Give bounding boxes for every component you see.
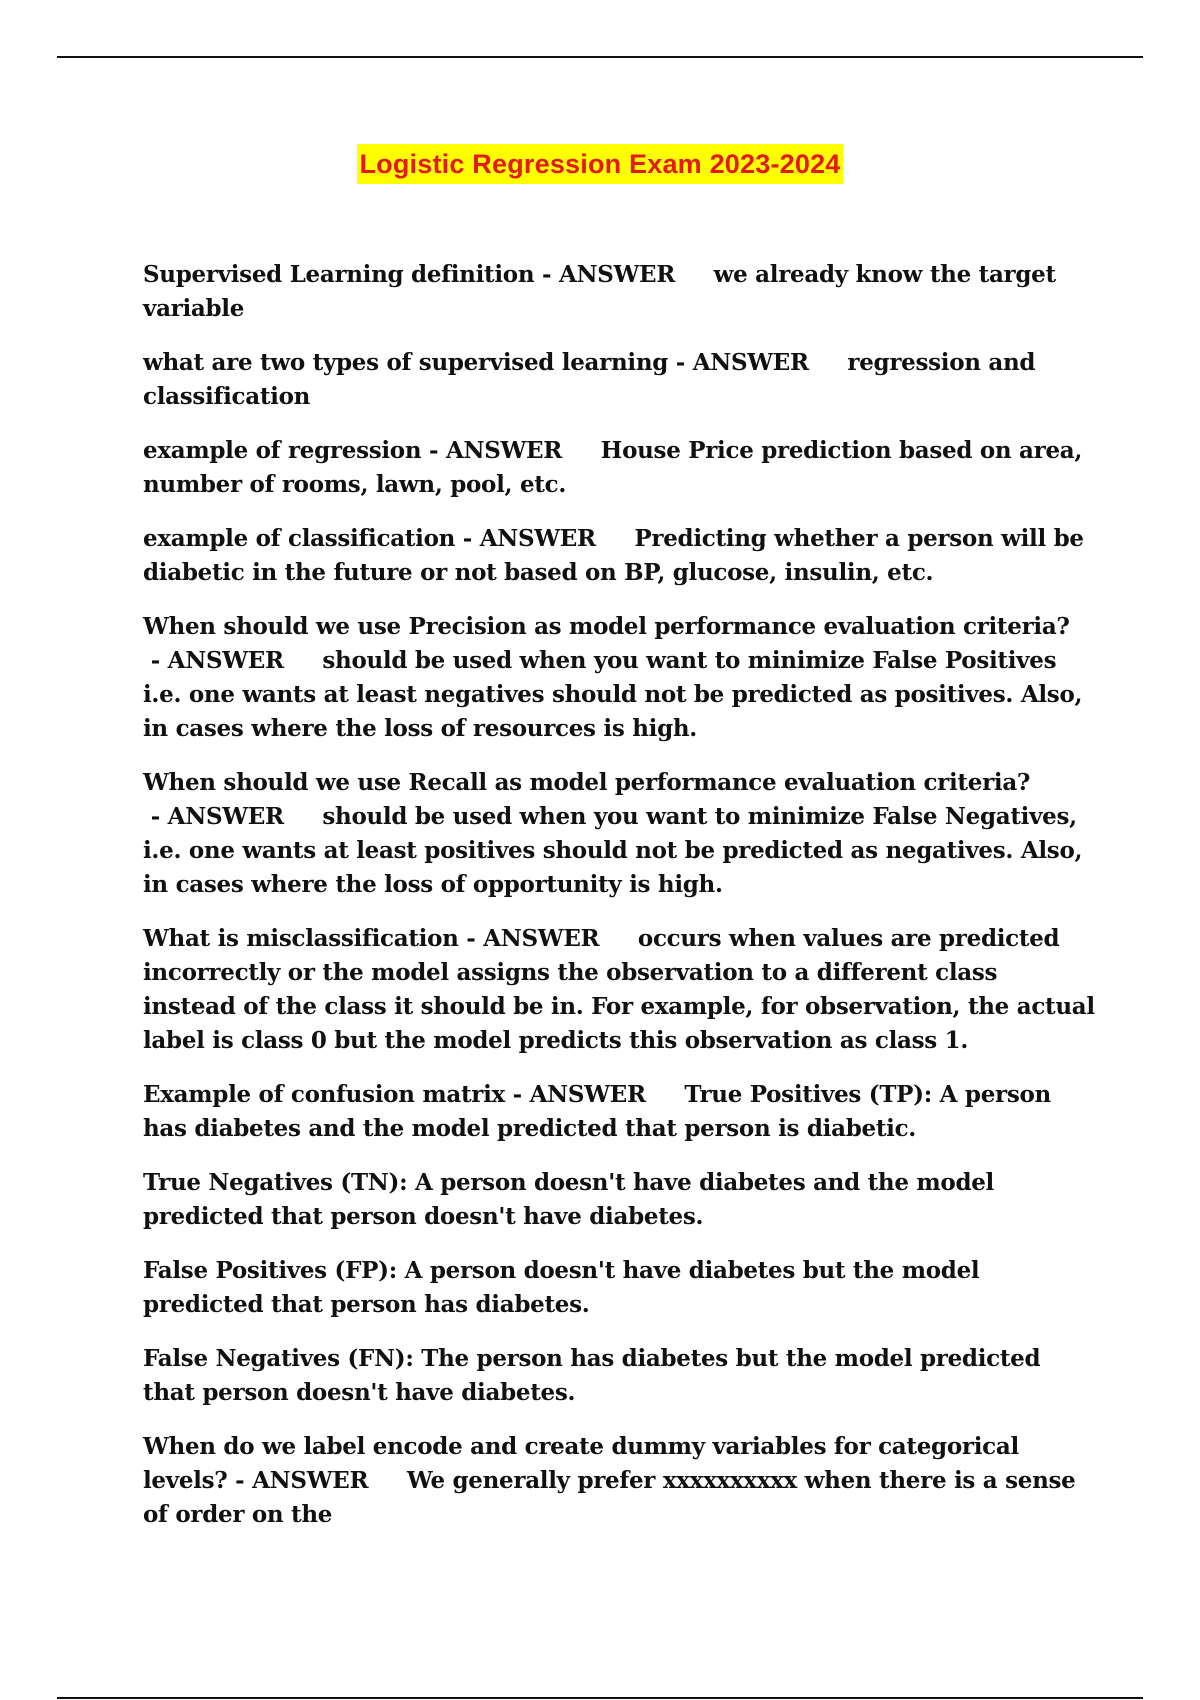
qa-item (143, 766, 1095, 902)
question-text: When should we use Recall as model performance evaluation criteria? (143, 769, 1031, 796)
answer-label: ANSWER (445, 437, 563, 464)
separator: - (421, 437, 446, 464)
separator: - (143, 647, 168, 674)
answer-text: regression and classification (143, 349, 1036, 410)
answer-text: occurs when values are predicted incorrectly or the model assigns the observation to a different class instead of the class it should be in. For example, for observation, the actual label is class 0 but the model predicts this observation as class 1. (143, 925, 1095, 1054)
qa-item (143, 346, 1095, 414)
answer-label: ANSWER (167, 803, 284, 830)
separator: - (455, 525, 480, 552)
separator: - (534, 261, 559, 288)
answer-label: ANSWER (558, 261, 676, 288)
separator: - (143, 803, 168, 830)
qa-item (143, 522, 1095, 590)
continuation-paragraph: True Negatives (TN): A person doesn't have diabetes and the model predicted that person doesn't have diabetes. (143, 1169, 994, 1230)
answer-text: should be used when you want to minimize False Negatives, i.e. one wants at least positives should not be predicted as negatives. Also, in cases where the loss of opportunity is high. (143, 803, 1083, 898)
question-text: When should we use Precision as model performance evaluation criteria? (143, 613, 1070, 640)
question-text: Supervised Learning definition (143, 261, 535, 288)
qa-item (143, 610, 1095, 746)
top-rule (57, 56, 1143, 58)
continuation-paragraph: False Positives (FP): A person doesn't have diabetes but the model predicted that person has diabetes. (143, 1257, 980, 1318)
answer-label: ANSWER (483, 925, 600, 952)
answer-label: ANSWER (692, 349, 809, 376)
question-text: Example of confusion matrix (143, 1081, 505, 1108)
qa-item (143, 258, 1095, 326)
answer-label: ANSWER (167, 647, 284, 674)
question-text: example of regression (143, 437, 422, 464)
separator: - (668, 349, 693, 376)
question-text: When do we label encode and create dummy variables for categorical levels? (143, 1433, 1019, 1494)
bottom-rule (57, 1697, 1143, 1699)
continuation-paragraph: False Negatives (FN): The person has diabetes but the model predicted that person doesn't have diabetes. (143, 1345, 1041, 1406)
answer-text: We generally prefer xxxxxxxxxx when there is a sense of order on the (143, 1467, 1076, 1528)
qa-item (143, 434, 1095, 502)
qa-item (143, 922, 1095, 1058)
question-text: what are two types of supervised learning (143, 349, 669, 376)
question-text: example of classification (143, 525, 456, 552)
answer-text: Predicting whether a person will be diabetic in the future or not based on BP, glucose, insulin, etc. (143, 525, 1084, 586)
answer-text: should be used when you want to minimize False Positives i.e. one wants at least negatives should not be predicted as positives. Also, in cases where the loss of resources is high. (143, 647, 1083, 742)
answer-label: ANSWER (529, 1081, 646, 1108)
answer-text: House Price prediction based on area, number of rooms, lawn, pool, etc. (143, 437, 1083, 498)
answer-text: we already know the target variable (143, 261, 1056, 322)
question-text: What is misclassification (143, 925, 459, 952)
separator: - (458, 925, 484, 952)
qa-item (143, 1078, 1095, 1146)
separator: - (504, 1081, 530, 1108)
separator: - (227, 1467, 253, 1494)
page-title: Logistic Regression Exam 2023-2024 (357, 144, 842, 184)
title-container (0, 144, 1200, 184)
answer-label: ANSWER (479, 525, 596, 552)
answer-label: ANSWER (252, 1467, 369, 1494)
qa-item (143, 1430, 1095, 1532)
qa-content (143, 258, 1095, 1552)
answer-text: True Positives (TP): A person has diabetes and the model predicted that person is diabetic. (143, 1081, 1051, 1142)
